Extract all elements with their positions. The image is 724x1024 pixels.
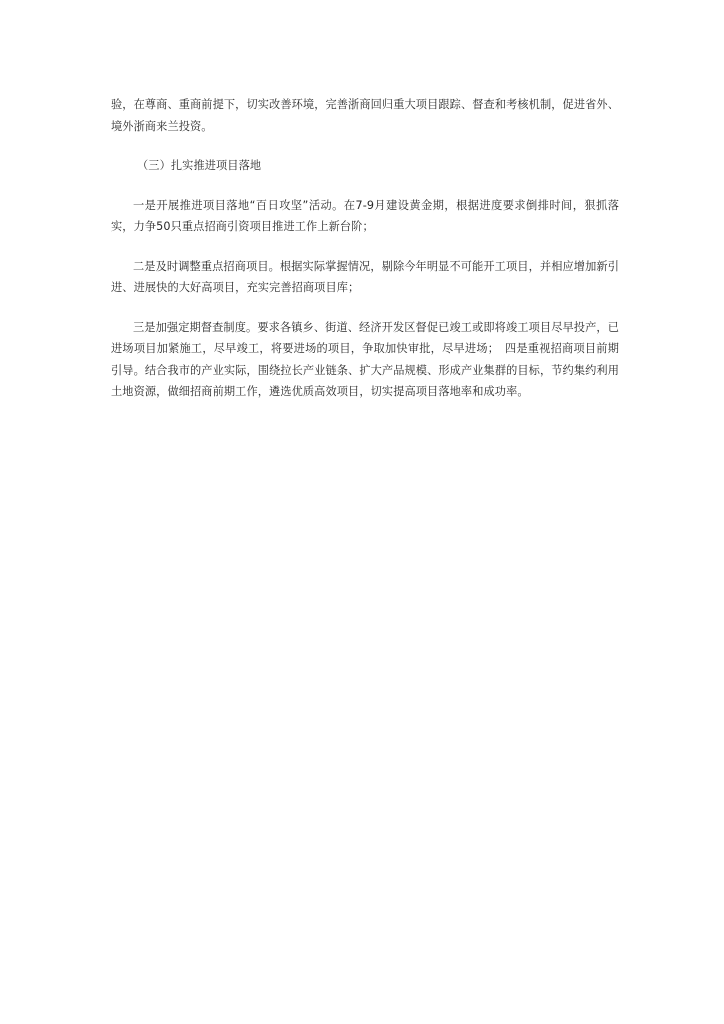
paragraph-continuation: 验，在尊商、重商前提下，切实改善环境，完善浙商回归重大项目跟踪、督查和考核机制，促进省外、境外浙商来兰投资。 [111,98,619,133]
section-heading: （三）扎实推进项目落地 [137,159,262,172]
paragraph-item-3-4: 三是加强定期督查制度。要求各镇乡、街道、经济开发区督促已竣工或即将竣工项目尽早投产，已进场项目加紧施工，尽早竣工，将要进场的项目，争取加快审批，尽早进场； 四是重视招商项目前期引导。结合我市的产业实际，围绕拉长产业链条、扩大产品规模、形成产业集群的目标，节约集约利用土地资源，做细招商前期工作，遴选优质高效项目，切实提高项目落地率和成功率。 [111,320,619,398]
paragraph-item-1: 一是开展推进项目落地“百日攻坚”活动。在7-9月建设黄金期，根据进度要求倒排时间，狠抓落实，力争50只重点招商引资项目推进工作上新台阶； [111,198,619,233]
paragraph-item-2: 二是及时调整重点招商项目。根据实际掌握情况，剔除今年明显不可能开工项目，并相应增加新引进、进展快的大好高项目，充实完善招商项目库； [111,259,619,294]
document-body [111,94,619,421]
